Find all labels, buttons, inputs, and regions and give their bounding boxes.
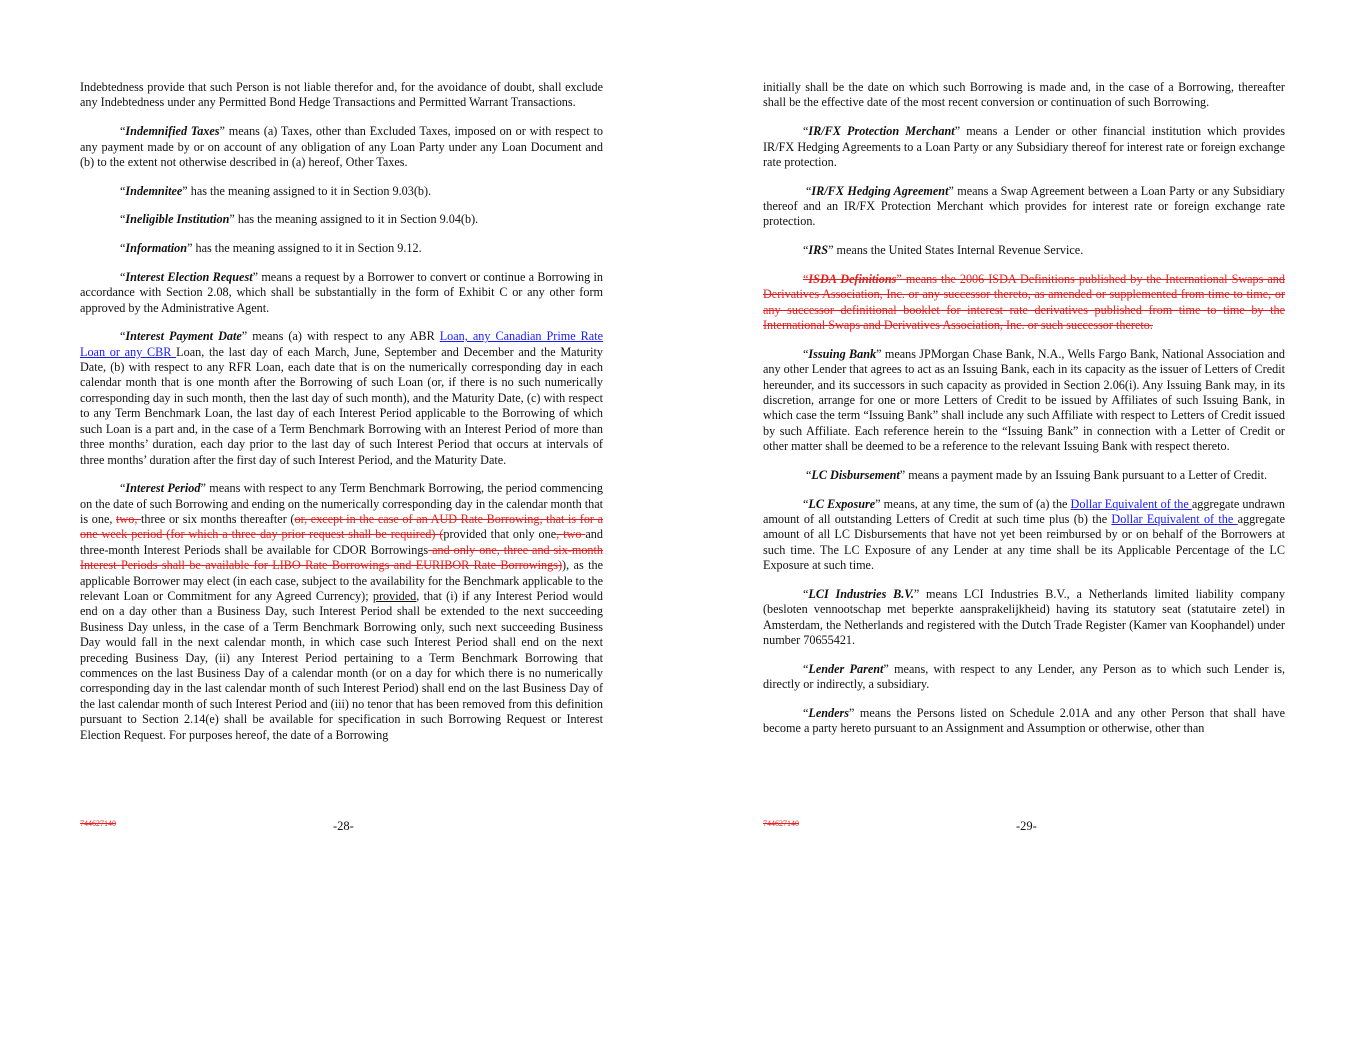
definition-text: ” has the meaning assigned to it in Section 9.03(b).: [182, 183, 432, 198]
definition-text: ” means with respect to any Term Benchmark Borrowing, the period commencing on the date of such Borrowing and ending on the numerically corresponding day in the calendar month that is one,: [80, 481, 603, 527]
page-number: -29-: [1016, 819, 1037, 833]
deleted-text: , two: [556, 527, 586, 542]
open-quote: “: [803, 271, 809, 286]
definition-indemnitee: [80, 184, 603, 199]
open-quote: “: [120, 183, 126, 198]
definition-text: aggregate undrawn amount of all outstanding Letters of Credit at such time plus (b) the: [763, 496, 1285, 527]
open-quote: “: [803, 661, 809, 676]
definition-interest-payment-date: [80, 329, 603, 468]
deleted-text: or, except in the case of an AUD Rate Borrowing, that is for a one week period (for which a three day prior request shall be required) (: [80, 512, 604, 542]
definition-lender-parent: [763, 662, 1285, 693]
document-page-29: [763, 0, 1285, 1055]
defined-term: LCI Industries B.V.: [808, 586, 914, 601]
open-quote: “: [803, 346, 809, 361]
open-quote: “: [803, 496, 809, 511]
definition-text: ” means, with respect to any Lender, any Person as to which such Lender is, directly or indirectly, a subsidiary.: [763, 661, 1285, 692]
definition-irfx-protection-merchant: [763, 124, 1285, 170]
defined-term: IR/FX Protection Merchant: [808, 124, 955, 139]
deleted-text: two,: [116, 512, 141, 527]
definition-lenders: [763, 706, 1285, 737]
open-quote: “: [803, 243, 809, 258]
document-page-28: [80, 0, 603, 1055]
defined-term: Indemnified Taxes: [125, 124, 220, 139]
defined-term: LC Disbursement: [811, 467, 900, 482]
definition-text: provided that only one: [443, 527, 557, 542]
definition-text: ” means the 2006 ISDA Definitions published by the International Swaps and Derivatives Association, Inc. or any successor thereto, as amended or supplemented from time to time, or any successor definitional booklet for interest rate derivatives published from time to time by the International Swaps and Derivatives Association, Inc. or such successor thereto.: [763, 271, 1285, 333]
definition-text: ” means (a) with respect to any ABR: [241, 329, 440, 344]
definition-text: ” has the meaning assigned to it in Section 9.04(b).: [229, 212, 479, 227]
definition-ineligible-institution: [80, 212, 603, 227]
definition-issuing-bank: [763, 347, 1285, 455]
open-quote: “: [806, 467, 812, 482]
definition-irfx-hedging-agreement: [763, 184, 1285, 230]
definition-text: ” means (a) Taxes, other than Excluded Taxes, imposed on or with respect to any payment made by or on account of any obligation of any Loan Party under any Loan Document and (b) to the extent not otherwise described in (a) hereof, Other Taxes.: [80, 124, 603, 169]
definition-text: ” means, at any time, the sum of (a) the: [875, 496, 1071, 511]
definition-lc-exposure: [763, 497, 1285, 574]
definition-lc-disbursement: [763, 468, 1285, 483]
defined-term: Information: [125, 241, 188, 256]
page-number: -28-: [333, 819, 354, 833]
definition-text: ” means a payment made by an Issuing Bank pursuant to a Letter of Credit.: [899, 467, 1268, 482]
definition-text: ” means a Lender or other financial institution which provides IR/FX Hedging Agreements to a Loan Party or any Subsidiary thereof for interest rate or foreign exchange rate protection.: [763, 124, 1285, 169]
definition-isda-definitions-deleted: [763, 272, 1285, 334]
definition-information: [80, 241, 603, 256]
open-quote: “: [803, 705, 809, 720]
definition-text: Loan, the last day of each March, June, September and December and the Maturity Date, (b) with respect to any RFR Loan, each date that is on the numerically corresponding day in each calendar month that is one month after the Borrowing of such Loan (or, if there is no such numerically corresponding day in such month, then the last day of such month), and the Maturity Date, (c) with respect to any Term Benchmark Loan, the last day of each Interest Period applicable to the Borrowing of which such Loan is a part and, in the case of a Term Benchmark Borrowing with an Interest Period of more than three months’ duration, each day prior to the last day of such Interest Period that occurs at intervals of three months’ duration after the first day of such Interest Period, and the Maturity Date.: [80, 344, 603, 467]
defined-term: Ineligible Institution: [125, 212, 230, 227]
open-quote: “: [120, 269, 126, 284]
definition-text: ” means LCI Industries B.V., a Netherlands limited liability company (besloten vennootschap met beperkte aansprakelijkheid) having its statutory seat (statutaire zetel) in Amsterdam, the Netherlands and registered with the Dutch Trade Register (Kamer van Koophandel) under number 70655421.: [763, 586, 1285, 648]
definition-irs: [763, 243, 1285, 258]
defined-term: Lender Parent: [808, 661, 884, 676]
open-quote: “: [120, 212, 126, 227]
definition-text: ” means JPMorgan Chase Bank, N.A., Wells Fargo Bank, National Association and any other Lender that agrees to act as an Issuing Bank, each in its capacity as the issuer of Letters of Credit hereunder, and its successors in such capacity as provided in Section 2.06(i). Any Issuing Bank may, in its discretion, arrange for one or more Letters of Credit to be issued by Affiliates of such Issuing Bank, in which case the term “Issuing Bank” shall include any such Affiliate with respect to Letters of Credit issued by such Affiliate. Each reference herein to the “Issuing Bank” in connection with a Letter of Credit or other matter shall be deemed to be a reference to the relevant Issuing Bank with respect thereto.: [763, 346, 1286, 454]
inserted-text: Dollar Equivalent of the: [1070, 496, 1192, 511]
defined-term: Issuing Bank: [808, 346, 877, 361]
paragraph-indebtedness-continued: Indebtedness provide that such Person is not liable therefor and, for the avoidance of doubt, shall exclude any Indebtedness under any Permitted Bond Hedge Transactions and Permitted Warrant Transactions.: [80, 80, 603, 110]
definition-text: aggregate amount of all LC Disbursements that have not yet been reimbursed by or on behalf of the Borrowers at such time. The LC Exposure of any Lender at any time shall be its Applicable Percentage of the LC Exposure at such time.: [763, 512, 1285, 573]
definition-text: , that (i) if any Interest Period would end on a day other than a Business Day, such Interest Period shall be extended to the next succeeding Business Day unless, in the case of a Term Benchmark Borrowing only, such next succeeding Business Day would fall in the next calendar month, in which case such Interest Period shall end on the next preceding Business Day, (ii) any Interest Period pertaining to a Term Benchmark Borrowing that commences on the last Business Day of a calendar month (or on a day for which there is no numerically corresponding day in the last calendar month of such Interest Period) shall end on the last Business Day of the last calendar month of such Interest Period and (iii) no tenor that has been removed from this definition pursuant to Section 2.14(e) shall be available for specification in such Borrowing Request or Interest Election Request. For purposes hereof, the date of a Borrowing: [80, 589, 603, 742]
defined-term: ISDA Definitions: [808, 271, 897, 286]
footer-document-id: 744627140: [763, 819, 799, 828]
open-quote: “: [120, 241, 126, 256]
open-quote: “: [806, 183, 812, 198]
defined-term: Interest Payment Date: [125, 329, 242, 344]
definition-text: ” means the United States Internal Revenue Service.: [828, 243, 1084, 258]
open-quote: “: [803, 124, 809, 139]
deleted-text: and only one, three and six-month Interest Periods shall be available for LIBO Rate Borrowings and EURIBOR Rate Borrowings): [80, 542, 603, 573]
defined-term: Interest Election Request: [125, 269, 253, 284]
definition-lci-industries-bv: [763, 587, 1285, 649]
definition-text: three or six months thereafter (: [140, 512, 295, 527]
inserted-text: Dollar Equivalent of the: [1111, 512, 1238, 527]
open-quote: “: [120, 124, 126, 139]
definition-text: ” means a request by a Borrower to convert or continue a Borrowing in accordance with Section 2.08, which shall be substantially in the form of Exhibit C or any other form approved by the Administrative Agent.: [80, 269, 603, 315]
definition-text: and three-month Interest Periods shall be available for CDOR Borrowings: [80, 527, 603, 557]
definition-interest-period: [80, 481, 603, 743]
paragraph-interest-period-continued: initially shall be the date on which such Borrowing is made and, in the case of a Borrowing, thereafter shall be the effective date of the most recent conversion or continuation of such Borrowing.: [763, 80, 1285, 110]
defined-term: Interest Period: [125, 481, 201, 496]
page-body: [763, 80, 1285, 750]
definition-interest-election-request: [80, 270, 603, 316]
definition-text: ” has the meaning assigned to it in Section 9.12.: [187, 241, 422, 256]
open-quote: “: [803, 586, 809, 601]
underlined-text: provided: [372, 589, 417, 604]
footer-document-id: 744627140: [80, 819, 116, 828]
definition-text: ” means a Swap Agreement between a Loan Party or any Subsidiary thereof and an IR/FX Protection Merchant which provides for interest rate or foreign exchange rate protection.: [763, 183, 1285, 229]
definition-indemnified-taxes: [80, 124, 603, 170]
open-quote: “: [120, 329, 126, 344]
definition-text: ), as the applicable Borrower may elect (in each case, subject to the availability for the Benchmark applicable to the relevant Loan or Commitment for any Agreed Currency);: [80, 558, 603, 604]
open-quote: “: [120, 481, 126, 496]
definition-text: ” means the Persons listed on Schedule 2.01A and any other Person that shall have become a party hereto pursuant to an Assignment and Assumption or otherwise, other than: [763, 705, 1285, 736]
page-body: [80, 80, 603, 756]
defined-term: Lenders: [808, 705, 850, 720]
defined-term: Indemnitee: [125, 183, 183, 198]
defined-term: LC Exposure: [808, 496, 876, 511]
defined-term: IR/FX Hedging Agreement: [811, 183, 949, 198]
defined-term: IRS: [808, 243, 829, 258]
inserted-text: Loan, any Canadian Prime Rate Loan or any CBR: [80, 329, 604, 359]
